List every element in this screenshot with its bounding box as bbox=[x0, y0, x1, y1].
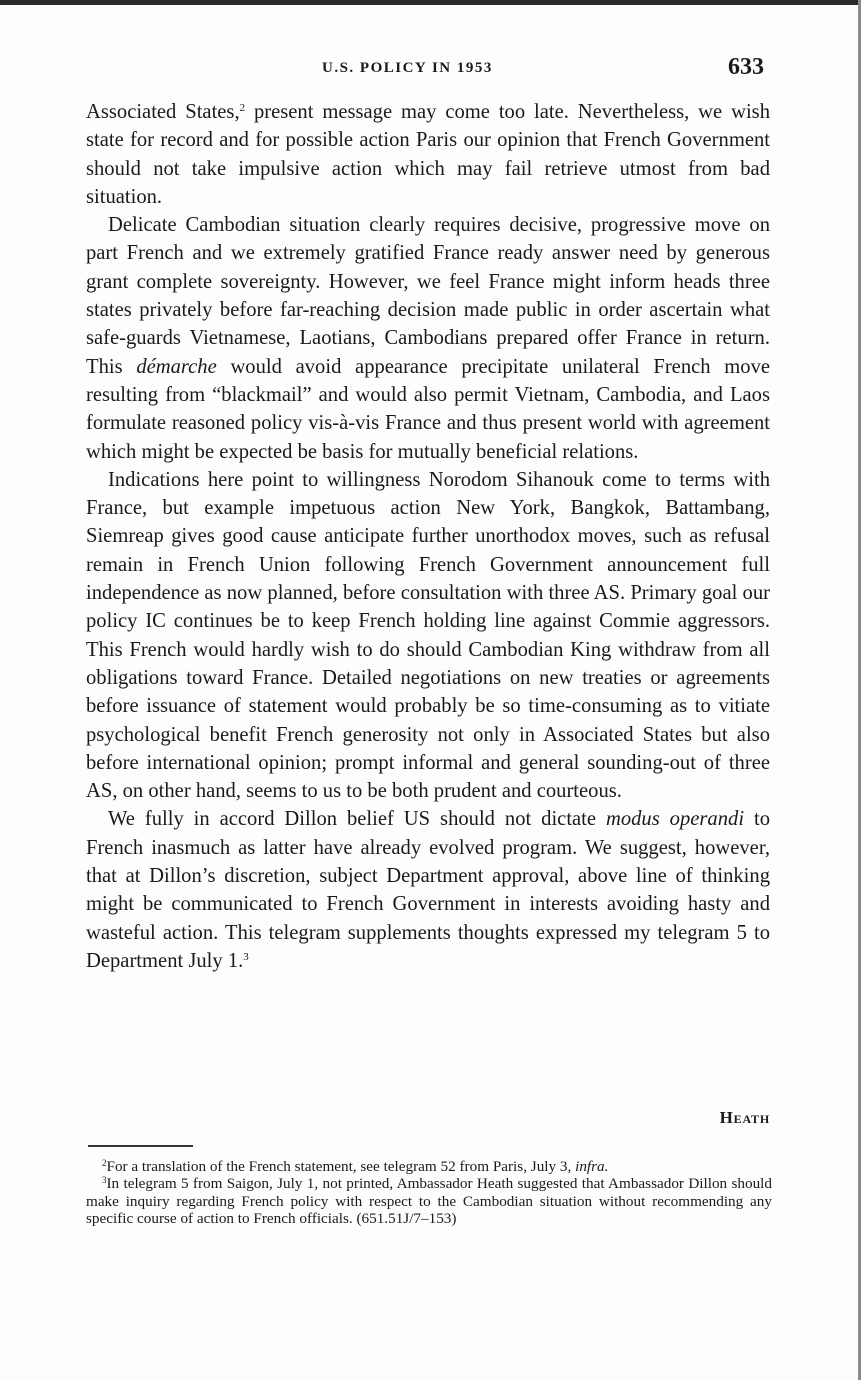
footnote-2-text: For a translation of the French statement, see telegram 52 from Paris, July 3, bbox=[106, 1158, 576, 1175]
paragraph-3: Indications here point to willingness Norodom Sihanouk come to terms with France, but example impetuous action New York, Bangkok, Battambang, Siemreap gives good cause anticipate further unorthodox moves, such as refusal remain in French Union following French Government announcement full independence as now planned, before consultation with three AS. Primary goal our policy IC continues be to keep French holding line against Commie aggressors. This French would hardly wish to do should Cambodian King withdraw from all obligations toward France. Detailed negotiations on new treaties or agreements before issuance of statement would probably be so time-consuming as to vitiate psychological benefit French generosity not only in Associated States but also before international opinion; prompt informal and general sounding-out of three AS, on other hand, seems to us to be both prudent and courteous. bbox=[86, 468, 770, 803]
paragraph-1-text-b: present message may come too late. Nevertheless, we wish state for record and for possible action Paris our opinion that French Government should not take impulsive action which may fail retrieve utmost from bad situation. bbox=[86, 101, 770, 208]
footnote-ref-3: 3 bbox=[243, 950, 249, 963]
footnote-3 bbox=[86, 1175, 772, 1227]
footnote-mark: 3 bbox=[102, 1175, 107, 1186]
paragraph-1-text-a: Associated States, bbox=[86, 101, 240, 123]
top-border-rule bbox=[0, 0, 861, 5]
paragraph-4 bbox=[86, 805, 770, 975]
footnote-separator bbox=[88, 1145, 193, 1147]
paragraph-2-text-a: Delicate Cambodian situation clearly requires decisive, progressive move on part French and we extremely gratified France ready answer need by generous grant complete sovereignty. However, we feel France might inform heads three states privately before far-reaching decision made public in order ascertain what safe-guards Vietnamese, Laotians, Cambodians prepared offer France in return. This bbox=[86, 214, 770, 378]
document-body bbox=[86, 98, 770, 975]
paragraph-4-text-a: We fully in accord Dillon belief US should not dictate bbox=[108, 808, 606, 831]
paragraph-2-italic: démarche bbox=[136, 355, 217, 378]
signature: Heath bbox=[719, 1108, 770, 1127]
paragraph-1 bbox=[86, 98, 770, 211]
page-number: 633 bbox=[728, 54, 764, 80]
footnote-2-italic: infra. bbox=[575, 1158, 609, 1175]
paragraph-2 bbox=[86, 211, 770, 466]
footnote-3-text: In telegram 5 from Saigon, July 1, not printed, Ambassador Heath suggested that Ambassador Dillon should make inquiry regarding French policy with respect to the Cambodian situation without recommending any specific course of action to French officials. (651.51J/7–153) bbox=[86, 1175, 772, 1228]
footnote-mark: 2 bbox=[102, 1158, 107, 1168]
paragraph-4-italic: modus operandi bbox=[605, 808, 745, 831]
footnotes bbox=[86, 1158, 772, 1228]
running-head bbox=[0, 54, 861, 88]
paragraph-4-text-b: to French inasmuch as latter have already evolved program. We suggest, however, that at Dillon’s discretion, subject Department approval, above line of thinking might be communicated to French Government in interests avoiding hasty and wasteful action. This telegram supplements thoughts expressed my telegram 5 to Department July 1. bbox=[86, 808, 770, 972]
footnote-ref-2: 2 bbox=[239, 102, 246, 114]
footnote-2 bbox=[86, 1158, 772, 1175]
paragraph-2-text-b: would avoid appearance precipitate unilateral French move resulting from “blackmail” and would also permit Vietnam, Cambodia, and Laos formulate reasoned policy vis-à-vis France and thus present world with agreement which might be expected be basis for mutually beneficial relations. bbox=[86, 355, 771, 463]
running-head-title: U.S. POLICY IN 1953 bbox=[322, 60, 493, 76]
